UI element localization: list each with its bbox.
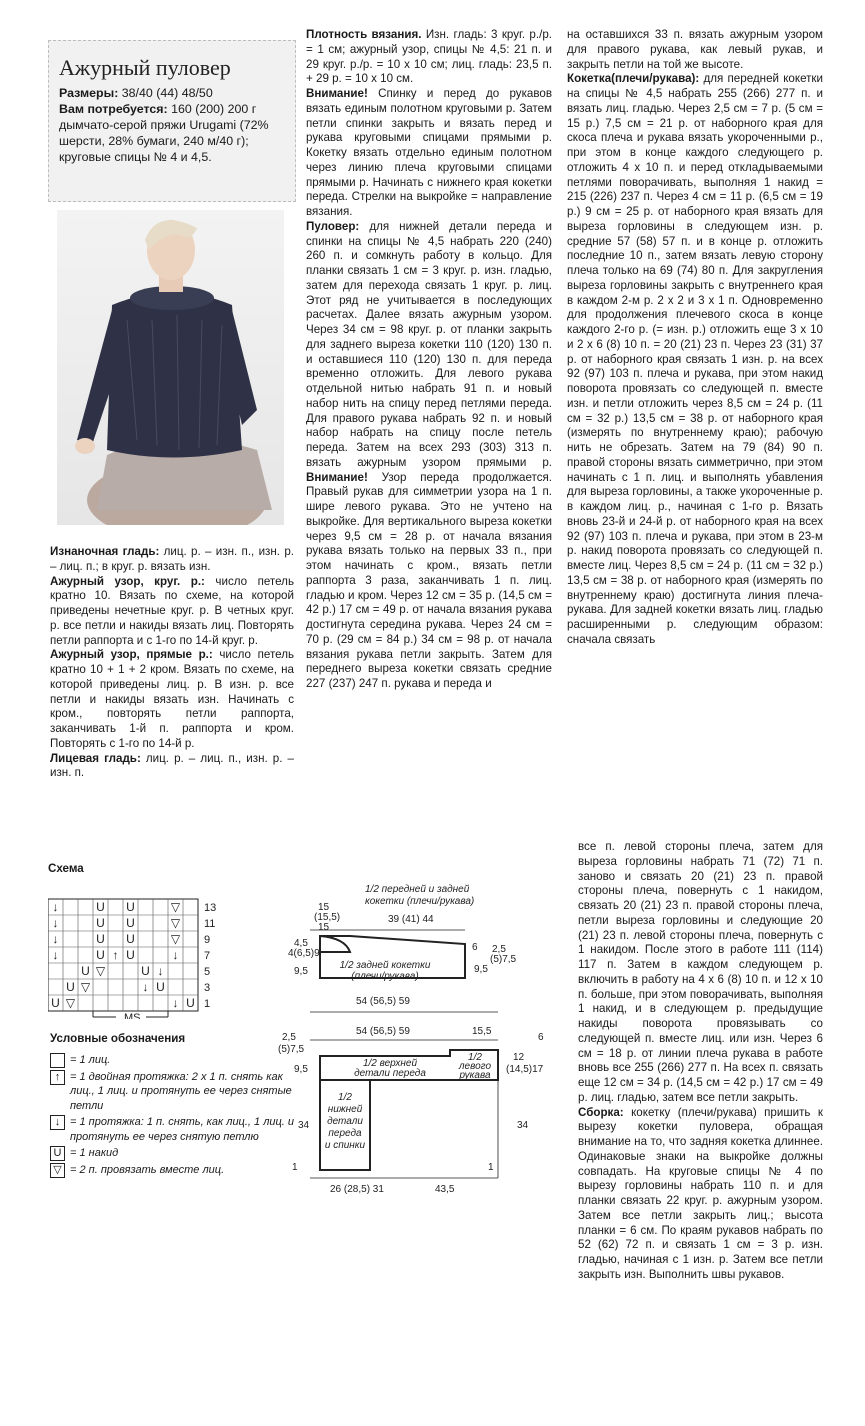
svg-text:▽: ▽ <box>170 900 181 914</box>
legend-title: Условные обозначения <box>50 1032 186 1045</box>
svg-text:4,5: 4,5 <box>294 938 308 949</box>
paragraph-back-yoke: все п. левой стороны плеча, затем для выреза горловины набрать 71 (72) 71 п. заново и связать 20 (21) 23 п. правой стороны плеча, повернуть с 1 накидом, связать 20 (21) 23 п. правой стороны плеча, петли выреза горловины и следующие 20 (21) 23 п. левой стороны плеча, повернуть с 1 накидом. После этого в работе 111 (114) 117 п. Затем в каждом следующем р. включить в работу на 4 х 6 (8) 10 п. и 12 х 10 п. больше, при этом поворачивать, выполняя 1 накид, и в следующем р. предыдущие накиды поворота провязывать со следующей п. вместе лиц. или изн. Через 6 см = 18 р. от линии плеча рукава в работе вновь все 255 (266) 277 п. На всех п. связать еще 12 см = 34 р. (14,5 см = 42 р.) 17 см = 49 р. лиц. гладью, затем все петли закрыть. <box>578 840 823 1104</box>
svg-text:6: 6 <box>472 942 478 953</box>
svg-text:34: 34 <box>298 1120 310 1131</box>
yarn-over-icon: U <box>50 1146 65 1161</box>
svg-text:↓: ↓ <box>172 996 179 1010</box>
svg-text:34: 34 <box>517 1120 529 1131</box>
paragraph-pullover: Пуловер: для нижней детали переда и спинки на спицы № 4,5 набрать 220 (240) 260 п. и сомкнуть работу в кольцо. Для планки связать 1 см = 3 круг. р. изн. гладью, затем для перехода связать 1 круг. р. лиц. Этот ряд не учитывается в последующих расчетах. Далее вязать ажурным узором. Через 34 см = 98 круг. р. от планки закрыть для заднего выреза кокетки 110 (120) 130 п. и оставшиеся 110 (120) 130 п. для переда временно отложить. Для левого рукава отдельной нитью набрать 91 п. и новый набор нить на спицу перед петлями переда. Для правого рукава набрать 92 п. и новый набор набрать на спицу после петель переда. Затем на всех 293 (303) 313 п. вязать ажурным узором прямыми р. Внимание! Узор переда продолжается. Правый рукав для симметрии узора на 1 п. шире левого рукава. Это не учтено на выкройке. Для вертикального выреза кокетки через 9,5 см = 28 р. от начала вязания рукава вязать только на первых 33 п., при этом начинать с кром., вязать петли раппорта 3 раза, заканчивать 1 п. лиц. гладью и кром. Через 12 см = 35 р. (14,5 см = 42 р.) 17 см = 49 р. от начала вязания рукава достигнута середина рукава. Через 24 см = 70 р. (29 см = 84 р.) 34 см = 98 р. от начала вязания рукава петли закрыть. Затем для переднего выреза кокетки связать средние 227 (237) 247 п. рукава и переда и <box>306 219 552 690</box>
svg-text:(плечи/рукава): (плечи/рукава) <box>351 971 419 982</box>
svg-text:9,5: 9,5 <box>474 964 488 975</box>
legend-item: U = 1 накид <box>50 1146 300 1161</box>
svg-text:↓: ↓ <box>172 948 179 962</box>
svg-text:1/2 передней и задней: 1/2 передней и задней <box>365 884 470 895</box>
page-edge <box>840 0 865 1421</box>
svg-text:детали: детали <box>327 1116 363 1127</box>
svg-text:детали переда: детали переда <box>354 1068 426 1079</box>
legend-item: ↓ = 1 протяжка: 1 п. снять, как лиц., 1 лиц. и протянуть ее через снятую петлю <box>50 1115 300 1144</box>
paragraph-attention: Внимание! Спинку и перед до рукавов вязать единым полотном круговыми р. Затем петли спинки закрыть и вязать перед и рукава круговыми спицами прямыми р. Кокетку вязать отдельно единым полотном через линию плеча круговыми спицами прямыми р. Начинать с нижнего края кокетки переда. Стрелки на выкройке = направление вязания. <box>306 87 552 218</box>
legend-item: ▽ = 2 п. провязать вместе лиц. <box>50 1163 300 1178</box>
chart-grid <box>48 879 248 1019</box>
svg-text:↑: ↑ <box>112 948 119 962</box>
paragraph-gauge: Плотность вязания. Изн. гладь: 3 круг. р./р. = 1 см; ажурный узор, спицы № 4,5: 21 п. и 29 круг. р./р. = 10 х 10 см; лиц. гладь: 23,5 п. + 29 р. = 10 х 10 см. <box>306 28 552 86</box>
svg-text:1/2 верхней: 1/2 верхней <box>362 1058 418 1069</box>
double-decrease-icon: ↑ <box>50 1070 65 1085</box>
svg-text:1: 1 <box>292 1162 298 1173</box>
svg-text:левого: левого <box>458 1061 492 1072</box>
svg-text:13: 13 <box>204 902 217 914</box>
materials-line: Вам потребуется: 160 (200) 200 г дымчато-серой пряжи Urugami (72% шерсти, 28% бумаги, 240 м/40 г); круговые спицы № 4 и 4,5. <box>59 102 269 164</box>
svg-text:(15,5): (15,5) <box>314 912 341 923</box>
legend-item: ↑ = 1 двойная протяжка: 2 х 1 п. снять как лиц., 1 лиц. и протянуть ее через снятые петли <box>50 1070 300 1114</box>
svg-text:↓: ↓ <box>52 916 59 930</box>
legend-item: = 1 лиц. <box>50 1053 300 1068</box>
svg-text:U: U <box>141 964 150 978</box>
paragraph-assembly: Сборка: кокетку (плечи/рукава) пришить к вырезу кокетки пуловера, обращая внимание на то, что задняя кокетка длиннее. Одинаковые знаки на выкройке должны совпадать. На круговые спицы № 4 по вырезу горловины набрать 110 п. и для планки связать 22 круг. р. ажурным узором. Затем все петли закрыть лиц.; высота планки = 6 см. По краям рукавов набрать по 52 (62) 72 п. и связать 1 см = 3 р. изн. гладью, начиная с 1 изн. р. Затем все петли закрыть изн. Выполнить швы рукавов. <box>578 1105 823 1281</box>
right-column-text-lower <box>578 840 823 1283</box>
svg-text:(5)7,5: (5)7,5 <box>490 954 517 965</box>
svg-text:U: U <box>96 916 105 930</box>
svg-text:54 (56,5) 59: 54 (56,5) 59 <box>356 1026 410 1037</box>
stitch-chart <box>48 862 248 1024</box>
svg-text:↓: ↓ <box>142 980 149 994</box>
svg-text:15,5: 15,5 <box>472 1026 492 1037</box>
svg-text:4(6,5)9: 4(6,5)9 <box>288 948 320 959</box>
svg-text:рукава: рукава <box>459 1070 491 1081</box>
svg-text:U: U <box>126 932 135 946</box>
paragraph-continued: на оставшихся 33 п. вязать ажурным узором для правого рукава, как левый рукав, и закрыть петли на той же высоте. <box>567 28 823 71</box>
paragraph-yoke: Кокетка(плечи/рукава): для передней кокетки на спицы № 4,5 набрать 255 (266) 277 п. и вязать лиц. гладью. Через 2,5 см = 7 р. (5 см = 15 р.) 7,5 см = 21 р. от наборного края для скоса плеча и рукава вязать укороченными р., при этом в конце каждого следующего р. отложить 4 х 10 п. и перед откладываемыми петлями поворачивать, выполняя 1 накид = 215 (226) 237 п. Через 4 см = 11 р. (6,5 см = 19 р.) 9 см = 25 р. от наборного края вязать для выреза горловины в следующем изн. р. средние 57 (58) 57 п. и в конце р. отложить последние 10 п., затем вязать левую сторону плеча только на 69 (74) 80 п. Для закругления выреза горловины закрыть с внутреннего края в каждом 2-м р. 2 х 2 и 3 х 1 п. Одновременно для продолжения плечевого скоса в конце каждого 2-го р. (= изн. р.) отложить еще 3 х 10 и 2 х 6 (8) 10 п. = 20 (21) 23 п. Через 23 (31) 37 р. от наборного края связать 1 изн. р. на всех 92 (97) 103 п. плеча и рукава, при этом накид поворота провязать со следующей п. вместе изн. и петли отложить через 8,5 см = 24 р. (11 см = 32 р.) 13,5 см = 38 р. от наборного края (измерять по внутреннему краю); рабочую нить не обрезать. Затем на 79 (84) 90 п. правой стороны вязать симметрично, при этом начинать с 1 п. лиц. и выполнять убавления для выреза горловины, а также укороченные р. в каждом лиц. р., начиная с 1-го р. Вязать вновь 23-й и 24-й р. от наборного края на всех 92 (97) 103 п. плеча и рукава, при этом в 23-м р. накид поворота провязать со следующей п. вместе лиц. Через 8,5 см = 24 р. (11 см = 32 р.) 13,5 см = 38 р. от наборного края (измерять по внутреннему краю) достигнута линия плеча-рукава. Для задней кокетки вязать лиц. гладью расширенными р. следующим образом: сначала связать <box>567 72 823 646</box>
paragraph-purl-stitch: Изнаночная гладь: лиц. р. – изн. п., изн. р. – лиц. п.; в круг. р. вязать изн. <box>50 545 294 573</box>
svg-text:↓: ↓ <box>52 932 59 946</box>
svg-text:переда: переда <box>328 1128 362 1139</box>
left-column-text <box>50 545 294 781</box>
svg-text:U: U <box>156 980 165 994</box>
decrease-icon: ↓ <box>50 1115 65 1130</box>
svg-text:▽: ▽ <box>95 964 106 978</box>
svg-text:3: 3 <box>204 982 211 994</box>
knit-symbol-icon <box>50 1053 65 1068</box>
svg-text:9,5: 9,5 <box>294 966 308 977</box>
svg-text:1: 1 <box>204 998 211 1010</box>
svg-text:▽: ▽ <box>170 916 181 930</box>
svg-text:U: U <box>186 996 195 1010</box>
pattern-schematic <box>270 880 570 1200</box>
svg-text:U: U <box>51 996 60 1010</box>
svg-text:↓: ↓ <box>157 964 164 978</box>
svg-text:11: 11 <box>204 918 216 930</box>
svg-text:▽: ▽ <box>170 932 181 946</box>
legend <box>50 1032 300 1180</box>
right-column-text <box>567 28 823 648</box>
svg-text:2,5: 2,5 <box>282 1032 296 1043</box>
svg-text:54 (56,5) 59: 54 (56,5) 59 <box>356 996 410 1007</box>
svg-text:U: U <box>66 980 75 994</box>
svg-text:U: U <box>81 964 90 978</box>
svg-text:кокетки (плечи/рукава): кокетки (плечи/рукава) <box>365 896 475 907</box>
svg-text:(14,5)17: (14,5)17 <box>506 1064 544 1075</box>
svg-text:7: 7 <box>204 950 211 962</box>
svg-text:9: 9 <box>204 934 211 946</box>
paragraph-lace-straight: Ажурный узор, прямые р.: число петель кратно 10 + 1 + 2 кром. Вязать по схеме, на которой приведены лиц. р. В изн. р. все петли и накиды вязать изн. Начинать с кром., повторять петли раппорта, заканчивать 1-й п. раппорта и кром. Повторять с 1-го по 14-й р. <box>50 648 294 750</box>
svg-text:U: U <box>126 948 135 962</box>
svg-text:26 (28,5) 31: 26 (28,5) 31 <box>330 1184 384 1195</box>
middle-column-text <box>306 28 552 692</box>
svg-text:↓: ↓ <box>52 948 59 962</box>
k2tog-icon: ▽ <box>50 1163 65 1178</box>
model-photo <box>57 210 284 525</box>
svg-text:39 (41) 44: 39 (41) 44 <box>388 914 434 925</box>
svg-text:(5)7,5: (5)7,5 <box>278 1044 305 1055</box>
svg-text:▽: ▽ <box>80 980 91 994</box>
svg-text:6: 6 <box>538 1032 544 1043</box>
svg-text:нижней: нижней <box>327 1104 363 1115</box>
svg-text:U: U <box>96 932 105 946</box>
chart-title: Схема <box>48 862 84 875</box>
paragraph-lace-round: Ажурный узор, круг. р.: число петель кратно 10. Вязать по схеме, на которой приведены нечетные круг. р. В четных круг. р. все петли и накиды вязать лиц. Повторять петли раппорта и с 1-го по 14-й круг. р. <box>50 574 294 647</box>
header-box <box>48 40 296 202</box>
svg-text:U: U <box>126 900 135 914</box>
svg-text:1: 1 <box>488 1162 494 1173</box>
svg-text:9,5: 9,5 <box>294 1064 308 1075</box>
svg-text:15: 15 <box>318 902 330 913</box>
svg-text:1/2: 1/2 <box>468 1052 482 1063</box>
svg-text:1/2: 1/2 <box>338 1092 352 1103</box>
sizes-line: Размеры: 38/40 (44) 48/50 <box>59 86 213 100</box>
svg-text:и спинки: и спинки <box>324 1140 366 1151</box>
svg-text:▽: ▽ <box>65 996 76 1010</box>
paragraph-knit-stitch: Лицевая гладь: лиц. р. – лиц. п., изн. р. – изн. п. <box>50 751 294 780</box>
svg-text:U: U <box>96 948 105 962</box>
svg-text:U: U <box>126 916 135 930</box>
svg-text:5: 5 <box>204 966 211 978</box>
svg-text:15: 15 <box>318 922 330 933</box>
svg-text:U: U <box>96 900 105 914</box>
svg-text:MS: MS <box>124 1012 141 1019</box>
article-title: Ажурный пуловер <box>59 55 231 80</box>
svg-text:2,5: 2,5 <box>492 944 506 955</box>
svg-text:43,5: 43,5 <box>435 1184 455 1195</box>
svg-text:↓: ↓ <box>52 900 59 914</box>
svg-text:12: 12 <box>513 1052 525 1063</box>
svg-text:1/2 задней кокетки: 1/2 задней кокетки <box>339 960 431 971</box>
